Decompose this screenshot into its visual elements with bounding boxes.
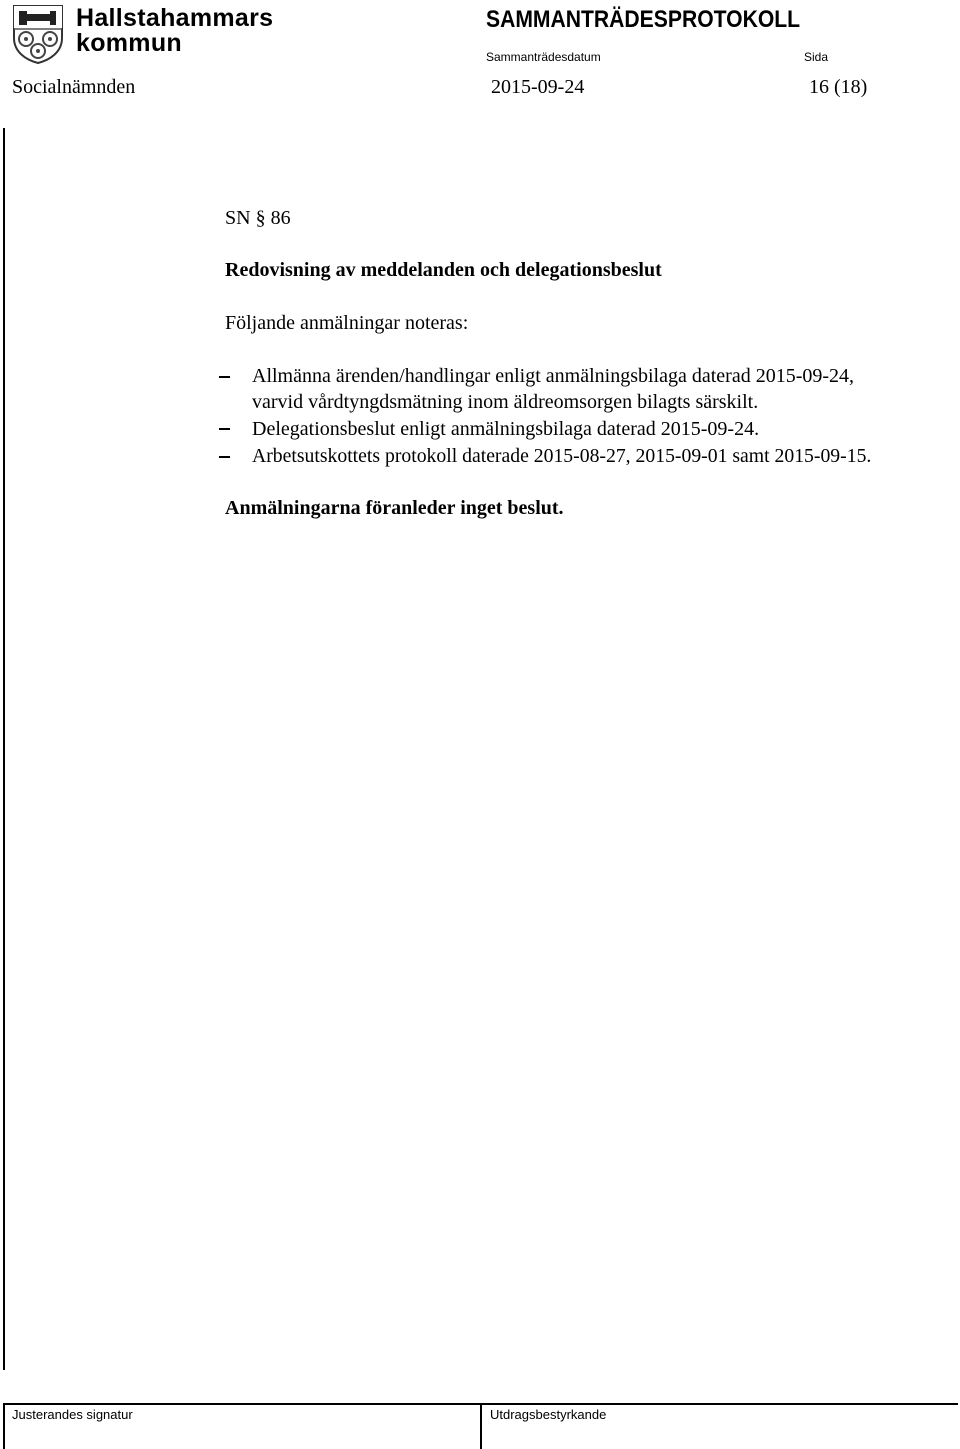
section-id: SN § 86 (225, 207, 291, 229)
meeting-date-label: Sammanträdesdatum (486, 50, 601, 64)
meeting-date: 2015-09-24 (491, 76, 585, 98)
list-item-text: Allmänna ärenden/handlingar enligt anmälningsbilaga daterad 2015-09-24, (252, 365, 855, 387)
signature-field-label: Justerandes signatur (12, 1407, 133, 1422)
footer-divider-middle (480, 1403, 482, 1449)
municipality-name-line2: kommun (76, 29, 182, 57)
dash-bullet (219, 428, 230, 430)
left-margin-rule (3, 128, 5, 1370)
footer-divider-left (3, 1403, 5, 1449)
committee-name: Socialnämnden (12, 76, 136, 98)
intro-text: Följande anmälningar noteras: (225, 312, 469, 334)
coat-of-arms-logo (12, 4, 64, 64)
document-title: SAMMANTRÄDESPROTOKOLL (486, 6, 801, 33)
certification-field-label: Utdragsbestyrkande (490, 1407, 607, 1422)
dash-bullet (219, 456, 230, 458)
page-number: 16 (18) (809, 76, 868, 98)
municipality-name-line1: Hallstahammars (76, 4, 274, 32)
list-item-text: Delegationsbeslut enligt anmälningsbilaga daterad 2015-09-24. (252, 418, 760, 440)
list-item-text-continued: varvid vårdtyngdsmätning inom äldreomsorgen bilagts särskilt. (252, 391, 759, 413)
section-heading: Redovisning av meddelanden och delegationsbeslut (225, 259, 662, 281)
conclusion-text: Anmälningarna föranleder inget beslut. (225, 497, 564, 519)
dash-bullet (219, 376, 230, 378)
list-item-text: Arbetsutskottets protokoll daterade 2015-08-27, 2015-09-01 samt 2015-09-15. (252, 445, 872, 467)
page-label: Sida (804, 50, 829, 64)
